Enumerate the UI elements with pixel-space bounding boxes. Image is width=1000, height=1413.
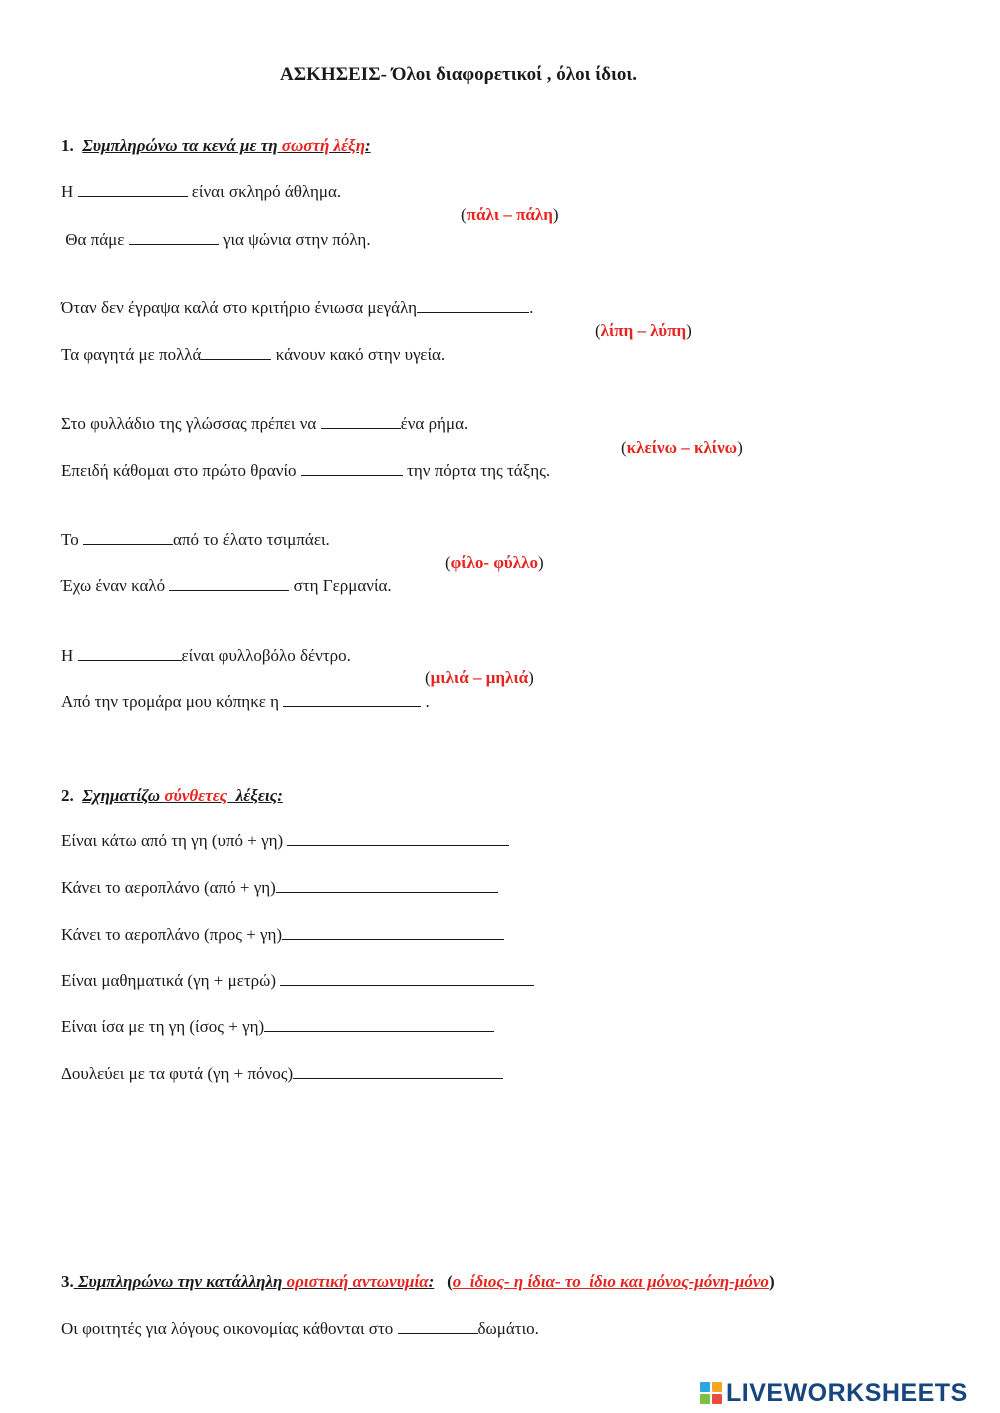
sentence	[61, 413, 468, 435]
compound-item	[61, 970, 534, 992]
sentence-text: Επειδή κάθομαι στο πρώτο θρανίο	[61, 461, 301, 480]
sentence-text: Στο φυλλάδιο της γλώσσας πρέπει να	[61, 414, 321, 433]
sentence-text: .	[529, 298, 534, 317]
fill-blank[interactable]	[417, 297, 529, 313]
sentence-text: για ψώνια στην πόλη.	[218, 230, 371, 249]
word-choice-options: κλείνω – κλίνω	[626, 438, 738, 457]
sentence-text: στη Γερμανία.	[289, 576, 392, 595]
fill-blank[interactable]	[280, 970, 534, 986]
compound-prompt: Είναι κάτω από τη γη (υπό + γη)	[61, 831, 288, 850]
exercise-instruction-tail: λέξεις:	[227, 786, 283, 805]
compound-item	[61, 924, 504, 946]
fill-blank[interactable]	[83, 529, 173, 545]
fill-blank[interactable]	[276, 877, 498, 893]
word-choice-hint: (πάλι – πάλη)	[461, 205, 559, 224]
compound-item	[61, 1063, 503, 1085]
fill-blank[interactable]	[78, 645, 182, 661]
sentence-text: Το	[61, 530, 83, 549]
word-choice-options: μιλιά – μηλιά	[430, 668, 529, 687]
compound-prompt: Κάνει το αεροπλάνο (προς + γη)	[61, 925, 283, 944]
fill-blank[interactable]	[283, 691, 421, 707]
word-choice-hint: (μιλιά – μηλιά)	[425, 668, 534, 687]
compound-item	[61, 877, 498, 899]
exercise-instruction: Συμπληρώνω την κατάλληλη	[73, 1272, 287, 1291]
exercise-instruction-highlight: σωστή λέξη	[281, 136, 366, 155]
sentence	[61, 181, 341, 203]
sentence	[61, 575, 392, 597]
exercise-instruction-colon: :	[428, 1272, 435, 1291]
exercise-number: 2	[61, 786, 70, 805]
pronoun-options: ο ίδιος- η ίδια- το ίδιο και μόνος-μόνη-μόνο	[452, 1272, 769, 1291]
exercise-1-heading: 1. Συμπληρώνω τα κενά με τη σωστή λέξη:	[61, 136, 371, 155]
exercise-number: 3.	[61, 1272, 74, 1291]
fill-blank[interactable]	[287, 830, 509, 846]
exercise-instruction: Συμπληρώνω τα κενά με τη	[82, 136, 282, 155]
sentence-text: είναι σκληρό άθλημα.	[187, 182, 342, 201]
logo-wordmark: LIVEWORKSHEETS	[726, 1378, 968, 1407]
fill-blank[interactable]	[129, 229, 219, 245]
compound-prompt: Δουλεύει με τα φυτά (γη + πόνος)	[61, 1064, 294, 1083]
sentence-text: από το έλατο τσιμπάει.	[172, 530, 330, 549]
exercise-3-heading: 3. Συμπληρώνω την κατάλληλη οριστική αντωνυμία: (ο ίδιος- η ίδια- το ίδιο και μόνος-μόνη-μόνο)	[61, 1272, 775, 1291]
sentence-text: Οι φοιτητές για λόγους οικονομίας κάθονται στο	[61, 1319, 398, 1338]
fill-blank[interactable]	[169, 575, 289, 591]
fill-blank[interactable]	[321, 413, 401, 429]
fill-blank[interactable]	[78, 181, 188, 197]
word-choice-options: πάλι – πάλη	[466, 205, 553, 224]
sentence-text: την πόρτα της τάξης.	[402, 461, 551, 480]
fill-blank[interactable]	[301, 460, 403, 476]
sentence	[61, 297, 533, 319]
fill-blank[interactable]	[264, 1016, 494, 1032]
sentence-text: Από την τρομάρα μου κόπηκε η	[61, 692, 284, 711]
liveworksheets-logo	[700, 1377, 968, 1409]
word-choice-options: φίλο- φύλλο	[450, 553, 538, 572]
exercise-instruction-highlight: σύνθετες	[164, 786, 228, 805]
word-choice-options: λίπη – λύπη	[600, 321, 687, 340]
sentence-text: Θα πάμε	[61, 230, 129, 249]
sentence	[61, 691, 430, 713]
compound-prompt: Κάνει το αεροπλάνο (από + γη)	[61, 878, 276, 897]
sentence-text: Έχω έναν καλό	[61, 576, 170, 595]
sentence-text: Όταν δεν έγραψα καλά στο κριτήριο ένιωσα μεγάλη	[61, 298, 418, 317]
fill-blank[interactable]	[398, 1318, 478, 1334]
compound-prompt: Είναι ίσα με τη γη (ίσος + γη)	[61, 1017, 265, 1036]
fill-blank[interactable]	[201, 344, 271, 360]
sentence	[61, 460, 550, 482]
exercise-2-heading: 2. Σχηματίζω σύνθετες λέξεις:	[61, 786, 283, 805]
sentence-text: .	[421, 692, 430, 711]
exercise-instruction-highlight: οριστική αντωνυμία	[286, 1272, 429, 1291]
logo-mark-icon	[700, 1382, 722, 1404]
fill-blank[interactable]	[293, 1063, 503, 1079]
sentence	[61, 529, 330, 551]
compound-item	[61, 830, 509, 852]
sentence	[61, 645, 351, 667]
compound-prompt: Είναι μαθηματικά (γη + μετρώ)	[61, 971, 281, 990]
worksheet-title: ΑΣΚΗΣΕΙΣ- Όλοι διαφορετικοί , όλοι ίδιοι.	[280, 64, 637, 85]
word-choice-hint: (λίπη – λύπη)	[595, 321, 692, 340]
sentence-text: κάνουν κακό στην υγεία.	[271, 345, 446, 364]
sentence-text: ένα ρήμα.	[400, 414, 469, 433]
exercise-instruction-colon: :	[365, 136, 371, 155]
sentence-text: Η	[61, 182, 78, 201]
sentence-text: Τα φαγητά με πολλά	[61, 345, 202, 364]
compound-item	[61, 1016, 494, 1038]
sentence	[61, 344, 445, 366]
sentence	[61, 1318, 539, 1340]
exercise-number: 1	[61, 136, 70, 155]
word-choice-hint: (φίλο- φύλλο)	[445, 553, 544, 572]
exercise-instruction: Σχηματίζω	[82, 786, 165, 805]
sentence-text: Η	[61, 646, 78, 665]
sentence	[61, 229, 371, 251]
word-choice-hint: (κλείνω – κλίνω)	[621, 438, 743, 457]
fill-blank[interactable]	[282, 924, 504, 940]
sentence-text: δωμάτιο.	[477, 1319, 539, 1338]
sentence-text: είναι φυλλοβόλο δέντρο.	[181, 646, 351, 665]
